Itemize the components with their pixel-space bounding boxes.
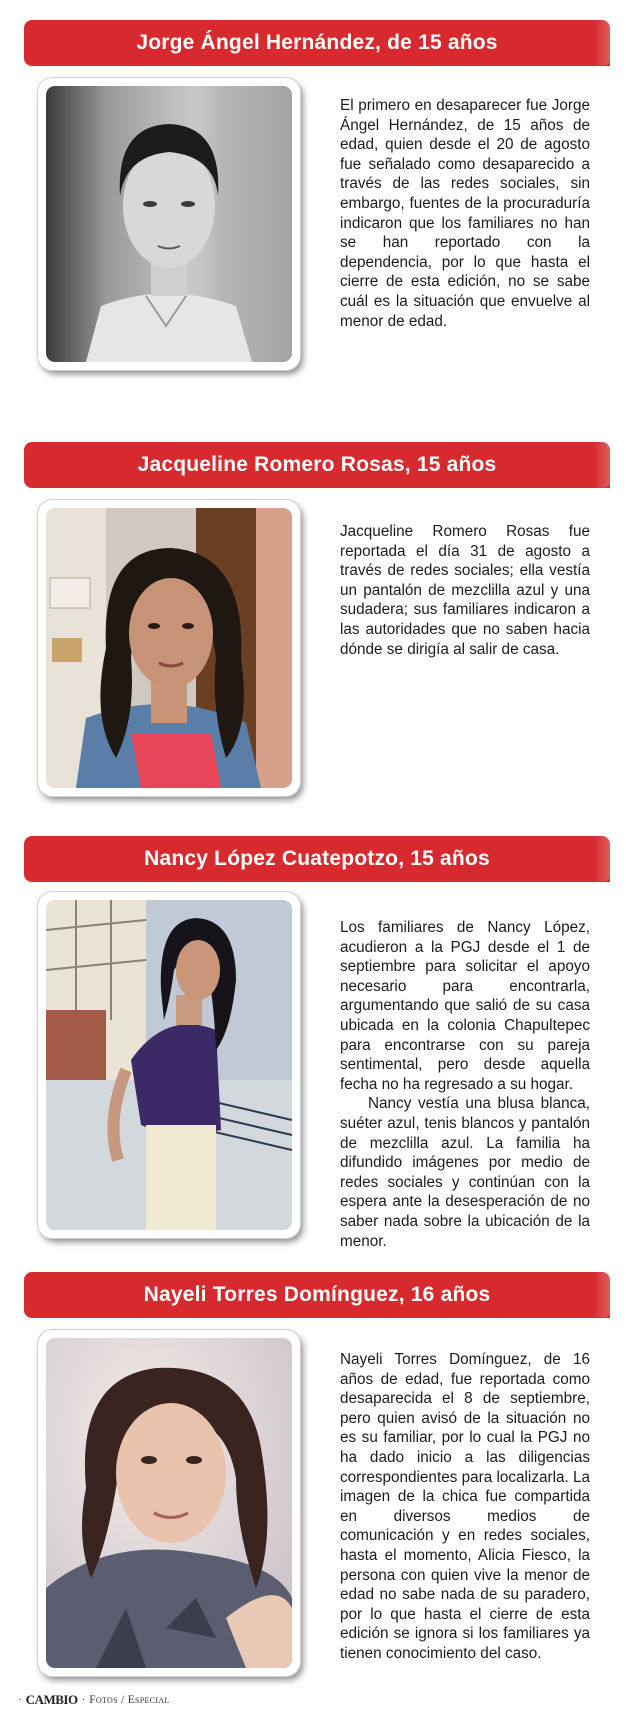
article-text [340,918,590,1251]
bullet: · [18,1694,22,1706]
profile-photo [46,1338,292,1668]
photo-credit-footer [18,1692,170,1708]
paragraph: Nayeli Torres Domínguez, de 16 años de edad, fue reportada como desaparecida el 8 de septiembre, pero quien avisó de la situación no es su familiar, por lo cual la PGJ no ha dado inicio a las diligencias correspondientes para localizarla. La imagen de la chica fue compartida en diversos medios de comunicación y en redes sociales, hasta el momento, Alicia Fiesco, la persona con quien vive la menor de edad no sabe nada de su paradero, por lo que hasta el cierre de esta edición se ignora si los familiares ya tienen conocimiento del caso. [340,1351,590,1662]
article-text [340,522,590,659]
section-title-banner: Jorge Ángel Hernández, de 15 años [24,20,610,66]
profile-photo-frame [38,500,300,796]
paragraph: Nancy vestía una blusa blanca, suéter azul, tenis blancos y pantalón de mezclilla azul. La familia ha difundido imágenes por medio de redes sociales y continúan con la espera ante la desesperación de no saber nada sobre la ubicación de la menor. [340,1095,590,1250]
profile-photo [46,900,292,1230]
article-text [340,1350,590,1664]
profile-photo-frame [38,78,300,370]
publication-logo: CAMBIO [25,1692,78,1707]
bullet: · [81,1694,86,1706]
profile-photo [46,86,292,362]
paragraph: Jacqueline Romero Rosas fue reportada el día 31 de agosto a través de redes sociales; ella vestía un pantalón de mezclilla azul y una sudadera; sus familiares indicaron a las autoridades que no saben hacia dónde se dirigía al salir de casa. [340,523,590,658]
profile-photo-frame [38,1330,300,1676]
section-title-banner: Nayeli Torres Domínguez, 16 años [24,1272,610,1318]
paragraph: El primero en desaparecer fue Jorge Ángel Hernández, de 15 años de edad, quien desde el 20 de agosto fue señalado como desaparecido a través de las redes sociales, sin embargo, fuentes de la procuraduría indicaron que los familiares no han se han reportado con la dependencia, por lo que hasta el cierre de esta edición, no se sabe cuál es la situación que envuelve al menor de edad. [340,97,590,330]
section-title-banner: Jacqueline Romero Rosas, 15 años [24,442,610,488]
profile-photo-frame [38,892,300,1238]
section-title-banner: Nancy López Cuatepotzo, 15 años [24,836,610,882]
profile-photo [46,508,292,788]
photo-credit: Fotos / Especial [89,1694,170,1706]
article-text [340,96,590,331]
paragraph: Los familiares de Nancy López, acudieron a la PGJ desde el 1 de septiembre para solicitar el apoyo necesario para encontrarla, argumentando que salió de su casa ubicada en la colonia Chapultepec para encontrarse con su pareja sentimental, pero desde aquella fecha no ha regresado a su hogar. [340,919,590,1093]
